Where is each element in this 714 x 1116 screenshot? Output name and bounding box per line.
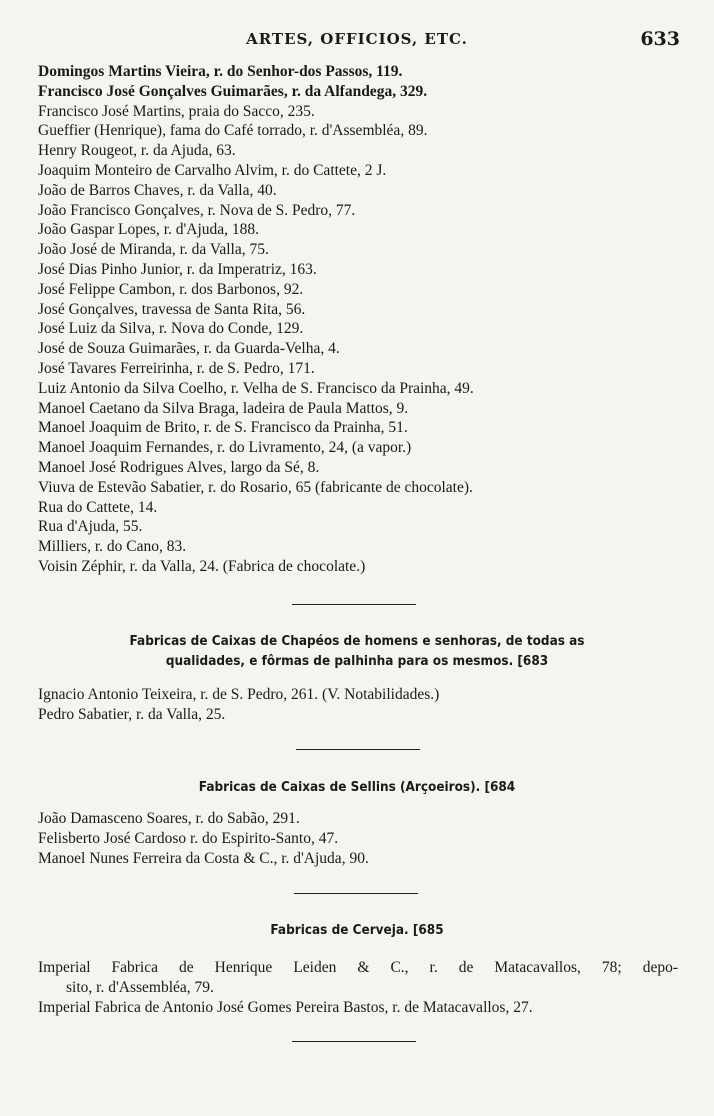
- heading-line: Fabricas de Caixas de Chapéos de homens e senhoras, de todas as: [129, 634, 585, 649]
- list-item: Luiz Antonio da Silva Coelho, r. Velha de S. Francisco da Prainha, 49.: [38, 379, 474, 397]
- list-item: João Gaspar Lopes, r. d'Ajuda, 188.: [38, 221, 260, 239]
- list-item: José Gonçalves, travessa de Santa Rita, 56.: [38, 300, 306, 318]
- list-item: Henry Rougeot, r. da Ajuda, 63.: [38, 142, 236, 160]
- list-item: Voisin Zéphir, r. da Valla, 24. (Fabrica de chocolate.): [38, 557, 366, 575]
- list-item: João de Barros Chaves, r. da Valla, 40.: [38, 181, 277, 199]
- list-item: Felisberto José Cardoso r. do Espirito-Santo, 47.: [38, 829, 339, 847]
- list-item: João Damasceno Soares, r. do Sabão, 291.: [38, 810, 300, 827]
- list-item: Ignacio Antonio Teixeira, r. de S. Pedro, 261. (V. Notabilidades.): [38, 686, 440, 703]
- list-item: João Francisco Gonçalves, r. Nova de S. Pedro, 77.: [38, 201, 356, 219]
- section-4-list: [38, 958, 678, 1017]
- list-item: José Luiz da Silva, r. Nova do Conde, 129.: [38, 320, 304, 338]
- heading-line: qualidades, e fôrmas de palhinha para os mesmos. [683: [165, 654, 549, 669]
- list-item: Viuva de Estevão Sabatier, r. do Rosario, 65 (fabricante de chocolate).: [38, 478, 473, 496]
- page-number: 633: [640, 28, 680, 50]
- list-item: Rua do Cattete, 14.: [38, 498, 158, 516]
- list-item: Manoel José Rodrigues Alves, largo da Sé, 8.: [38, 458, 320, 476]
- section-3-heading: Fabricas de Caixas de Sellins (Arçoeiros). [684: [198, 780, 516, 795]
- section-3-list: [38, 809, 678, 868]
- list-item-continuation: sito, r. d'Assembléa, 79.: [66, 978, 214, 996]
- section-2-heading: [25, 632, 689, 672]
- list-item: Francisco José Gonçalves Guimarães, r. da Alfandega, 329.: [38, 82, 428, 100]
- list-item: Pedro Sabatier, r. da Valla, 25.: [38, 705, 226, 723]
- list-item: José Dias Pinho Junior, r. da Imperatriz, 163.: [38, 260, 317, 278]
- list-item: Rua d'Ajuda, 55.: [38, 518, 143, 536]
- section-divider: [292, 604, 416, 605]
- list-item: Milliers, r. do Cano, 83.: [38, 538, 187, 556]
- list-item: Manoel Caetano da Silva Braga, ladeira de Paula Mattos, 9.: [38, 399, 409, 417]
- list-item: João José de Miranda, r. da Valla, 75.: [38, 241, 269, 259]
- section-2-list: [38, 685, 678, 725]
- list-item: Manoel Nunes Ferreira da Costa & C., r. d'Ajuda, 90.: [38, 849, 369, 867]
- section-1-list: [38, 62, 678, 577]
- list-item: Gueffier (Henrique), fama do Café torrado, r. d'Assembléa, 89.: [38, 122, 428, 140]
- list-item: Domingos Martins Vieira, r. do Senhor-dos Passos, 119.: [38, 63, 403, 80]
- section-divider: [292, 1041, 416, 1042]
- list-item: Imperial Fabrica de Antonio José Gomes Pereira Bastos, r. de Matacavallos, 27.: [38, 998, 533, 1016]
- running-title: ARTES, OFFICIOS, ETC.: [246, 30, 468, 48]
- section-4-heading: Fabricas de Cerveja. [685: [270, 923, 444, 938]
- list-item: José Tavares Ferreirinha, r. de S. Pedro, 171.: [38, 359, 315, 377]
- list-item: Manoel Joaquim Fernandes, r. do Livramento, 24, (a vapor.): [38, 439, 412, 457]
- list-item: Joaquim Monteiro de Carvalho Alvim, r. do Cattete, 2 J.: [38, 161, 387, 179]
- list-item: José Felippe Cambon, r. dos Barbonos, 92.: [38, 280, 304, 298]
- list-item: Francisco José Martins, praia do Sacco, 235.: [38, 102, 315, 120]
- section-divider: [294, 893, 418, 894]
- list-item: Manoel Joaquim de Brito, r. de S. Francisco da Prainha, 51.: [38, 419, 408, 437]
- page-header: [0, 30, 714, 56]
- list-item: Imperial Fabrica de Henrique Leiden & C., r. de Matacavallos, 78; depo-: [38, 959, 678, 976]
- list-item: José de Souza Guimarães, r. da Guarda-Velha, 4.: [38, 340, 340, 358]
- section-divider: [296, 749, 420, 750]
